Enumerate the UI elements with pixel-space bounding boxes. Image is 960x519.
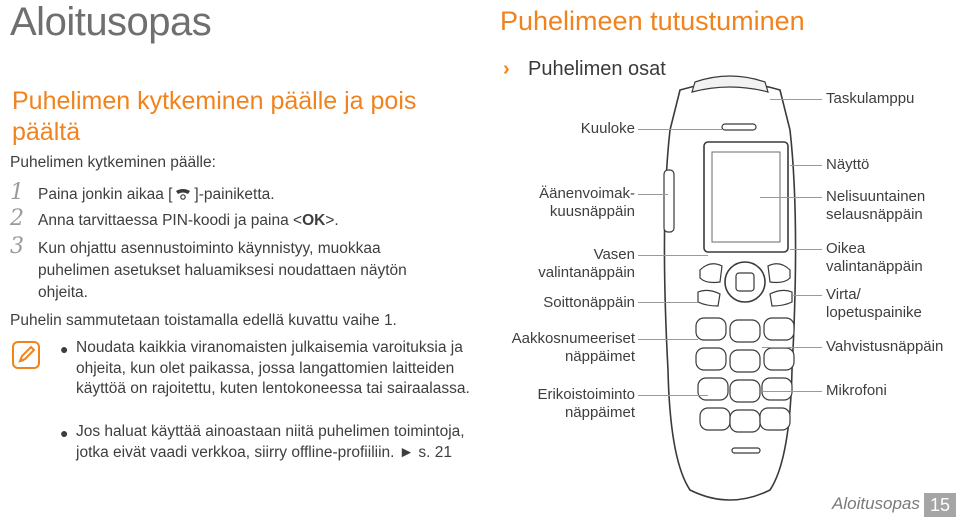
intro-text: Puhelimen kytkeminen päälle: [10,154,216,171]
step-3-text: Kun ohjattu asennustoiminto käynnistyy, muokkaa puhelimen asetukset haluamiksesi noudattaen näytön ohjeita. [38,240,407,301]
subsection-title: Puhelimen osat [528,58,666,80]
leader-line [638,302,698,303]
step-number: 1 [10,180,24,205]
leader-line [760,197,822,198]
label-flashlight: Taskulamppu [826,90,915,107]
bullet-icon: ● [60,341,69,357]
step-number: 2 [10,206,24,231]
phone-illustration [640,70,820,515]
section-title: Puhelimen kytkeminen päälle ja pois päältä [12,87,417,146]
label-microphone: Mikrofoni [826,382,887,399]
leader-line [638,339,698,340]
right-section-title: Puhelimeen tutustuminen [500,6,805,36]
note-2-text: Jos haluat käyttää ainoastaan niitä puhelimen toimintoja, jotka eivät vaadi verkkoa, siirry offline-profiiliin. ► s. 21 [76,423,465,461]
bullet-icon: ● [60,425,69,441]
label-display: Näyttö [826,156,870,173]
leader-line [790,165,822,166]
label-call-key: Soittonäppäin [543,294,635,311]
power-key-icon [174,186,192,208]
leader-line [638,129,722,130]
note-icon [12,341,40,369]
ok-key: OK [302,212,326,229]
shutdown-text: Puhelin sammutetaan toistamalla edellä kuvattu vaihe 1. [10,312,397,329]
step-number: 3 [10,234,24,259]
leader-line [638,395,708,396]
label-nav-key: Nelisuuntainen selausnäppäin [826,188,926,223]
chevron-right-icon: › [503,58,510,80]
label-earpiece: Kuuloke [580,120,635,137]
leader-line [762,347,822,348]
label-right-softkey: Oikea valintanäppäin [826,240,923,275]
step-2-after: >. [325,212,339,229]
label-alphanumeric-keys: Aakkosnumeeriset näppäimet [511,330,635,365]
leader-line [792,295,822,296]
leader-line [790,249,822,250]
leader-line [638,255,708,256]
label-special-keys: Erikoistoiminto näppäimet [537,386,635,421]
page-number: 15 [924,493,956,517]
label-left-softkey: Vasen valintanäppäin [538,246,635,281]
earpiece-shape [722,124,756,130]
step-2-text [38,210,458,232]
step-1-after: ]-painiketta. [194,186,275,203]
left-labels [465,120,635,420]
note-1-text: Noudata kaikkia viranomaisten julkaisemia varoituksia ja ohjeita, kun olet paikassa, jossa langattomien laitteiden käyttöä on rajoitettu, kuten lentokoneessa tai sairaalassa. [76,339,470,397]
footer-section: Aloitusopas [832,494,920,513]
label-confirm-key: Vahvistusnäppäin [826,338,944,355]
label-volume-key: Äänenvoimak- kuusnäppäin [539,185,635,220]
leader-line [638,194,668,195]
step-1-before: Paina jonkin aikaa [ [38,186,173,203]
leader-line [770,99,822,100]
label-power-end-key: Virta/ lopetuspainike [826,286,922,321]
chapter-title: Aloitusopas [10,0,212,44]
leader-line [762,391,822,392]
step-2-before: Anna tarvittaessa PIN-koodi ja paina < [38,212,303,229]
step-1-text [38,184,458,208]
